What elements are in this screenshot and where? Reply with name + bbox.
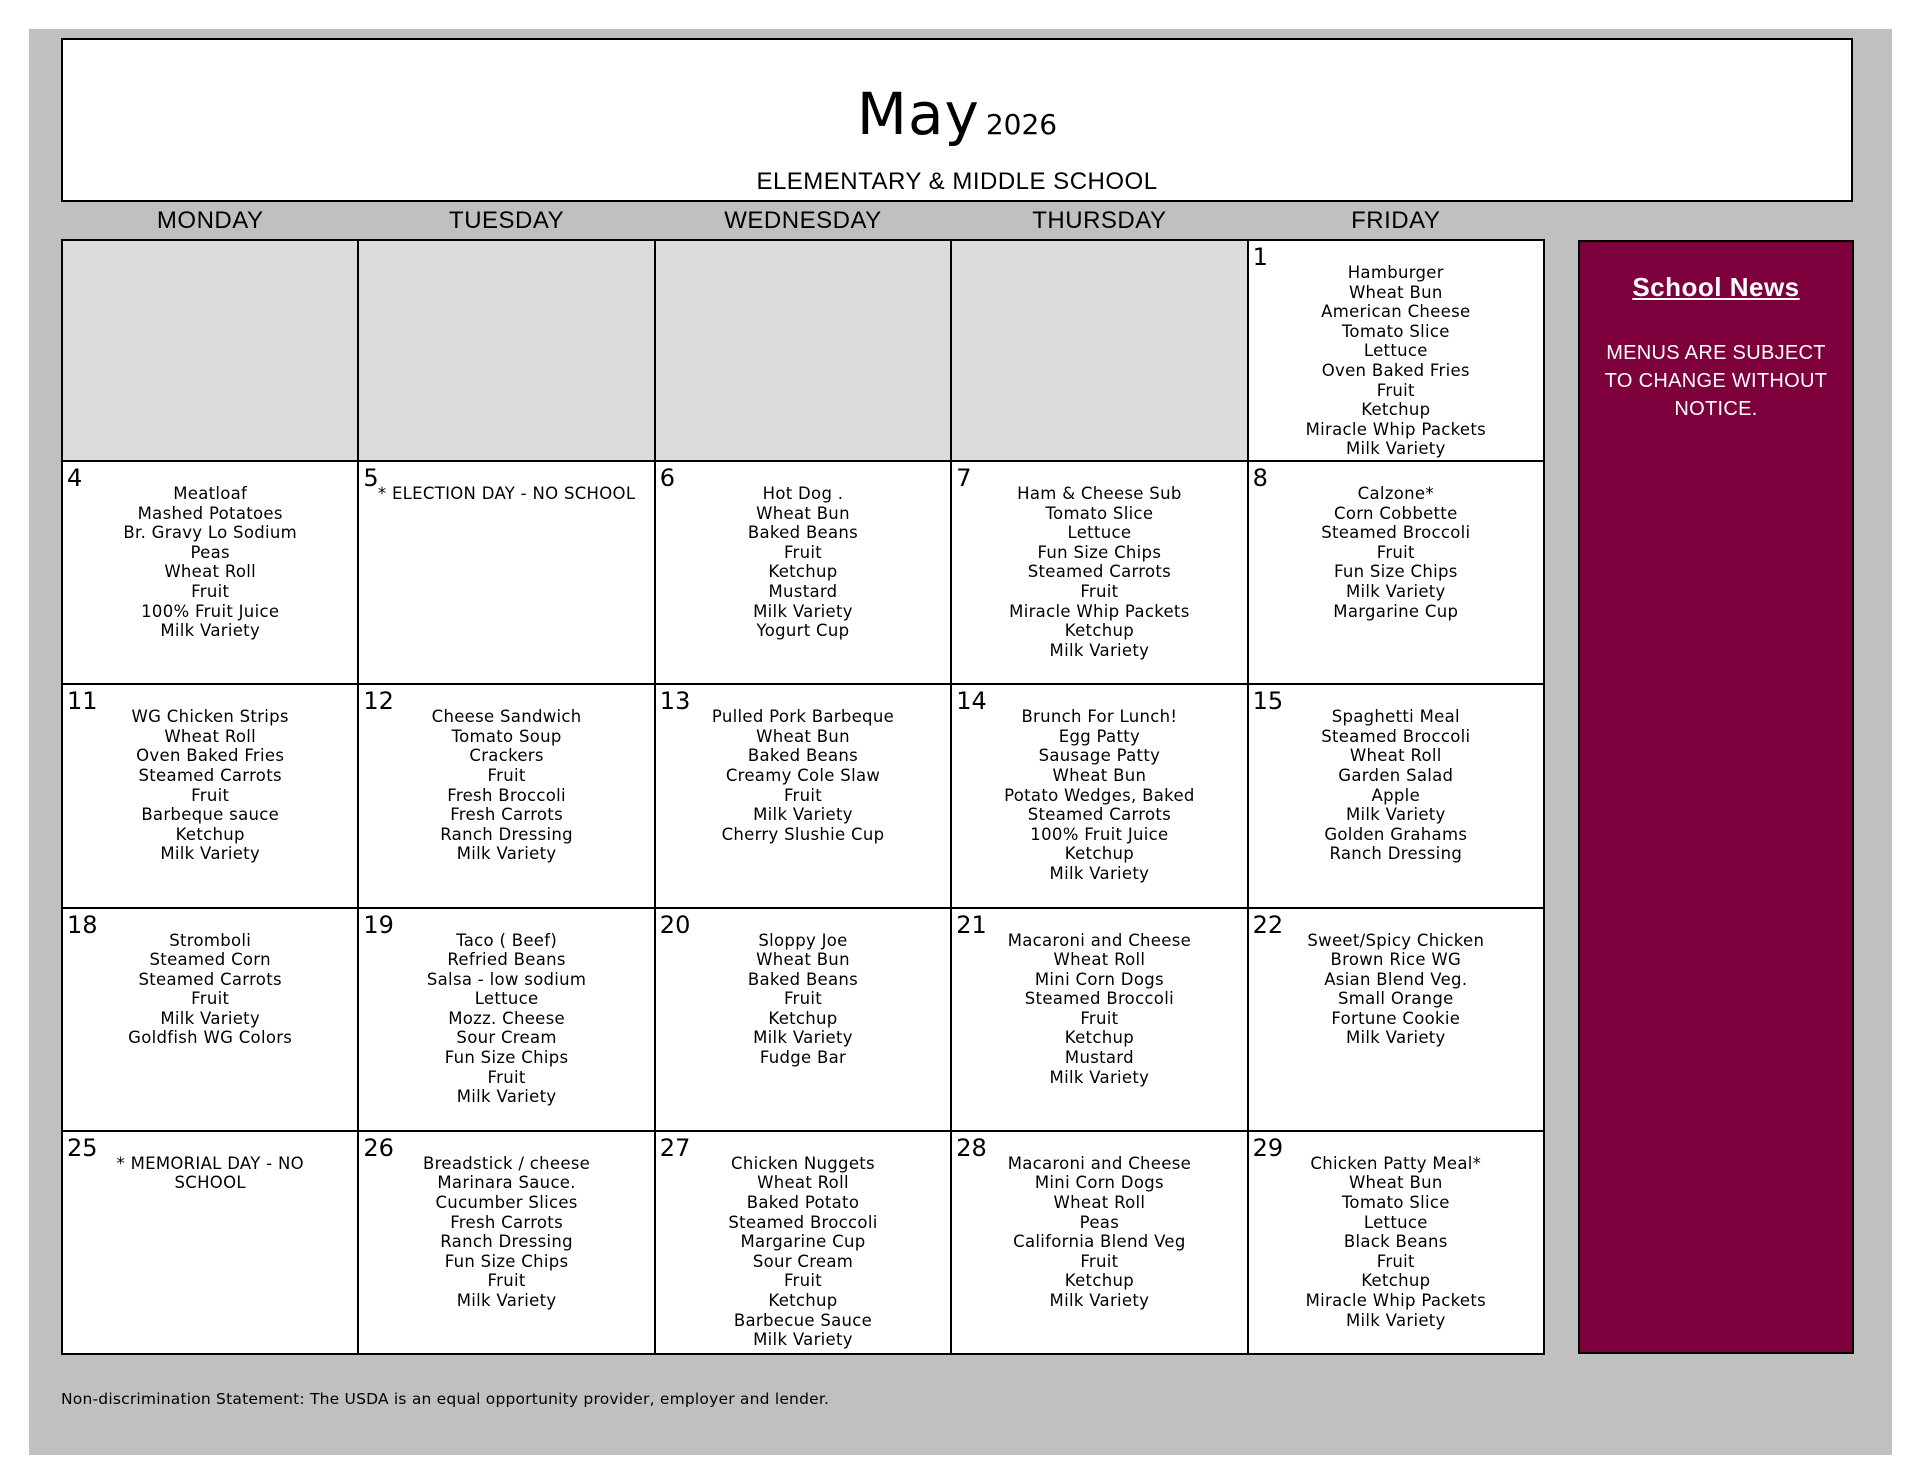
menu-item: Milk Variety [456,1290,557,1310]
menu-item: Milk Variety [753,601,853,621]
menu-item: Wheat Roll [164,726,257,746]
menu-item: Fruit [191,581,230,601]
weekday-friday: FRIDAY [1351,207,1441,234]
menu-item: Wheat Bun [756,503,850,523]
menu-item: Steamed Corn [149,950,271,970]
menu-item: Taco ( Beef) [456,930,558,950]
menu-item: Ketchup [1064,621,1134,641]
menu-list [1249,263,1543,459]
day-number: 13 [659,687,691,716]
menu-item: Lettuce [474,989,539,1009]
menu-list [656,484,950,641]
menu-item: Milk Variety [1049,864,1150,883]
menu-item: Sour Cream [456,1028,557,1048]
menu-item: Ham & Cheese Sub [1017,484,1182,503]
menu-item: Fruit [1080,1251,1119,1271]
menu-list [63,707,357,864]
menu-item: Wheat Bun [1348,282,1443,302]
menu-item: Sausage Patty [1038,746,1161,766]
menu-item: Wheat Bun [756,726,850,746]
day-number: 7 [956,464,972,492]
menu-item: 100% Fruit Juice [141,601,280,621]
menu-item: Fruit [783,989,823,1009]
menu-item: Black Beans [1343,1232,1448,1252]
menu-item: Cherry Slushie Cup [721,824,885,844]
menu-item: Fruit [191,785,230,805]
menu-item: Fudge Bar [759,1048,847,1068]
empty-day-cell [952,241,1246,460]
day-number: 14 [956,687,987,716]
weekday-header-row [62,207,1544,239]
empty-day-cell [656,241,950,460]
menu-item: Tomato Slice [1045,503,1154,523]
menu-item: Fun Size Chips [1333,562,1458,582]
day-cell [1249,909,1543,1130]
menu-item: 100% Fruit Juice [1030,824,1169,844]
menu-item: Yogurt Cup [756,621,850,641]
menu-item: Milk Variety [456,1087,557,1107]
menu-item: Small Orange [1337,989,1454,1009]
menu-item: Steamed Broccoli [1321,523,1471,543]
menu-item: Milk Variety [1049,1067,1150,1087]
menu-list [359,484,653,504]
weekday-tuesday: TUESDAY [449,207,565,234]
calendar-header [61,38,1853,202]
menu-item: Ranch Dressing [440,824,573,844]
menu-item: Tomato Soup [451,726,562,746]
menu-item: Salsa - low sodium [426,969,587,989]
school-news-body: MENUS ARE SUBJECT TO CHANGE WITHOUT NOTICE. [1604,342,1828,420]
menu-item: Potato Wedges, Baked [1004,785,1195,805]
menu-item: Fruit [1080,1008,1119,1028]
day-number: 5 [363,464,379,492]
menu-item: Milk Variety [1049,640,1150,660]
menu-item: Sweet/Spicy Chicken [1307,930,1485,950]
day-cell [952,1132,1246,1353]
menu-list [63,1154,357,1193]
menu-item: Steamed Broccoli [728,1212,878,1232]
menu-item: Ketchup [175,824,245,844]
menu-list [1249,1154,1543,1330]
menu-item: Tomato Slice [1341,1192,1450,1212]
menu-item: Fortune Cookie [1331,1008,1461,1028]
menu-item: Margarine Cup [1333,601,1459,621]
menu-item: Fruit [783,542,823,562]
day-cell [656,462,950,683]
menu-list [656,707,950,844]
day-cell [952,462,1246,683]
day-number: 26 [363,1133,394,1162]
year-label: 2026 [985,108,1058,141]
menu-item: Wheat Bun [1348,1173,1443,1193]
menu-item: Chicken Nuggets [731,1153,875,1173]
menu-item: Wheat Roll [757,1173,849,1193]
day-cell [1249,241,1543,460]
menu-item: Fun Size Chips [444,1048,569,1068]
menu-item: Hot Dog . [762,484,844,503]
menu-item: Cheese Sandwich [431,707,582,727]
menu-item: Steamed Broccoli [1321,726,1471,746]
menu-item: Steamed Carrots [1027,805,1172,825]
menu-item: Brown Rice WG [1330,950,1462,970]
menu-item: Wheat Roll [164,562,257,582]
menu-item: Chicken Patty Meal* [1310,1153,1482,1173]
menu-item: Fruit [191,989,230,1009]
menu-item: Fruit [1376,542,1415,562]
menu-list [63,931,357,1049]
menu-item: Fruit [1080,581,1119,601]
menu-item: Milk Variety [753,805,853,825]
day-number: 21 [956,910,987,939]
menu-item: Tomato Slice [1341,321,1450,341]
menu-item: Fruit [783,785,823,805]
menu-item: Milk Variety [753,1330,853,1350]
menu-list [1249,484,1543,621]
menu-item: Steamed Carrots [138,766,282,786]
day-number: 6 [659,464,676,492]
menu-item: Corn Cobbette [1334,503,1458,523]
menu-item: Milk Variety [753,1028,853,1048]
menu-item: Lettuce [1363,341,1428,361]
menu-item: Spaghetti Meal [1331,707,1460,727]
menu-item: Ketchup [768,1008,838,1028]
menu-list [359,1154,653,1311]
menu-item: Fruit [487,1271,526,1291]
menu-item: Pulled Pork Barbeque [711,707,895,727]
menu-item: Wheat Roll [1053,950,1146,970]
menu-item: Apple [1371,785,1421,805]
menu-item: Fruit [487,766,526,786]
menu-item: Miracle Whip Packets [1009,601,1190,621]
menu-item: Steamed Broccoli [1024,989,1174,1009]
menu-item: Milk Variety [160,844,261,864]
menu-item: Creamy Cole Slaw [725,766,881,786]
menu-item: Ketchup [1064,1271,1134,1291]
menu-item: Baked Beans [747,746,859,766]
menu-item: Milk Variety [1345,581,1446,601]
menu-item: Ketchup [1064,1028,1134,1048]
menu-item: Mustard [1064,1048,1134,1068]
menu-item: Macaroni and Cheese [1007,930,1192,950]
menu-item: Milk Variety [160,1008,261,1028]
menu-item: Stromboli [169,930,252,950]
menu-item: Ketchup [1361,1271,1431,1291]
menu-item: Barbecue Sauce [733,1310,873,1330]
menu-item: Fresh Broccoli [447,785,566,805]
menu-item: Barbeque sauce [141,805,280,825]
menu-item: Miracle Whip Packets [1305,419,1486,439]
menu-item: Milk Variety [1345,439,1446,459]
menu-item: Oven Baked Fries [1321,360,1470,380]
menu-item: Milk Variety [160,621,261,641]
menu-item: Lettuce [1363,1212,1428,1232]
menu-item: Margarine Cup [740,1232,866,1252]
menu-list [952,484,1246,660]
school-name: ELEMENTARY & MIDDLE SCHOOL [756,168,1158,195]
day-number: 28 [956,1133,987,1162]
menu-item: Steamed Carrots [138,969,282,989]
menu-item: Asian Blend Veg. [1324,969,1468,989]
menu-item: Ranch Dressing [1329,844,1463,864]
day-number: 1 [1252,243,1268,271]
menu-item: Milk Variety [1345,1310,1446,1330]
menu-item: Mini Corn Dogs [1034,969,1164,989]
menu-item: Br. Gravy Lo Sodium [123,523,298,543]
menu-item: Milk Variety [1049,1290,1150,1310]
day-number: 20 [659,910,691,939]
menu-item: Wheat Bun [756,950,850,970]
menu-item: Mini Corn Dogs [1034,1173,1164,1193]
day-number: 19 [363,910,394,939]
menu-item: Ketchup [1361,400,1431,420]
menu-list [656,1154,950,1350]
day-number: 18 [67,910,98,939]
menu-item: Peas [190,542,230,562]
menu-list [1249,931,1543,1049]
day-cell [952,685,1246,906]
day-cell [1249,1132,1543,1353]
menu-item: Miracle Whip Packets [1305,1290,1486,1310]
menu-item: Baked Potato [746,1192,860,1212]
day-cell [1249,462,1543,683]
day-number: 4 [67,464,83,492]
menu-item: Wheat Roll [1053,1192,1146,1212]
day-number: 29 [1252,1133,1284,1162]
weekday-wednesday: WEDNESDAY [724,207,882,234]
menu-item: Sour Cream [752,1251,854,1271]
menu-item: Milk Variety [1345,1028,1446,1048]
weekday-thursday: THURSDAY [1032,207,1167,234]
day-cell [656,1132,950,1353]
day-cell [656,685,950,906]
menu-item: WG Chicken Strips [131,707,289,727]
menu-list [952,707,1246,883]
day-number: 12 [363,687,394,716]
calendar-title [63,80,1851,148]
menu-item: Calzone* [1357,484,1434,503]
day-cell [359,462,653,683]
menu-item: Marinara Sauce. [437,1173,576,1193]
day-cell [359,1132,653,1353]
menu-item: Fruit [487,1067,526,1087]
menu-item: Wheat Roll [1349,746,1442,766]
day-number: 15 [1252,687,1284,716]
menu-item: Meatloaf [173,484,248,503]
menu-item: Fruit [783,1271,823,1291]
menu-item: Breadstick / cheese [423,1153,591,1173]
menu-list [359,707,653,864]
menu-list [656,931,950,1068]
day-cell [63,462,357,683]
menu-item: Ketchup [768,1290,838,1310]
non-discrimination-statement: Non-discrimination Statement: The USDA is an equal opportunity provider, employer and lender. [61,1390,830,1408]
weekday-monday: MONDAY [156,207,264,234]
day-cell [63,909,357,1130]
menu-item: Fun Size Chips [444,1251,569,1271]
menu-item: Hamburger [1347,263,1444,282]
menu-item: Ketchup [768,562,838,582]
menu-item: California Blend Veg [1013,1232,1186,1252]
day-number: 25 [67,1133,98,1162]
menu-item: * MEMORIAL DAY - NO [116,1153,304,1173]
day-number: 27 [659,1133,691,1162]
menu-item: Peas [1079,1212,1120,1232]
menu-list [1249,707,1543,864]
menu-item: Mozz. Cheese [448,1008,565,1028]
menu-list [63,484,357,641]
menu-item: Baked Beans [747,523,859,543]
menu-item: Goldfish WG Colors [128,1028,293,1048]
day-cell [656,909,950,1130]
menu-item: Crackers [469,746,544,766]
day-cell [359,685,653,906]
school-news-title: School News [1632,272,1800,302]
menu-item: Lettuce [1067,523,1132,543]
day-cell [63,685,357,906]
day-number: 11 [67,687,98,716]
menu-item: Garden Salad [1338,766,1454,786]
menu-item: Brunch For Lunch! [1021,707,1178,727]
menu-item: Mashed Potatoes [137,503,283,523]
empty-day-cell [63,241,357,460]
menu-item: Macaroni and Cheese [1007,1153,1192,1173]
day-number: 8 [1252,464,1268,492]
menu-item: * ELECTION DAY - NO SCHOOL [377,484,636,503]
menu-item: Golden Grahams [1324,824,1468,844]
menu-list [952,1154,1246,1311]
menu-item: Fruit [1376,380,1415,400]
menu-item: Steamed Carrots [1027,562,1172,582]
menu-item: Wheat Bun [1052,766,1147,786]
menu-item: Fresh Carrots [450,1212,563,1232]
menu-item: Ranch Dressing [440,1232,573,1252]
day-cell [1249,685,1543,906]
menu-item: Oven Baked Fries [136,746,285,766]
menu-item: Milk Variety [1345,805,1446,825]
menu-item: Sloppy Joe [758,930,848,950]
day-cell [359,909,653,1130]
menu-item: Cucumber Slices [435,1192,578,1212]
menu-item: SCHOOL [174,1173,246,1193]
menu-item: Milk Variety [456,844,557,864]
empty-day-cell [359,241,653,460]
day-cell [952,909,1246,1130]
day-cell [63,1132,357,1353]
menu-item: Fresh Carrots [450,805,563,825]
school-news-panel [1578,240,1854,1354]
month-label: May [856,80,980,148]
menu-item: American Cheese [1321,302,1471,322]
menu-item: Baked Beans [747,969,859,989]
day-number: 22 [1252,910,1284,939]
menu-list [359,931,653,1107]
menu-item: Egg Patty [1058,726,1141,746]
menu-item: Fun Size Chips [1037,542,1162,562]
calendar-grid [61,239,1545,1355]
menu-item: Ketchup [1064,844,1134,864]
menu-item: Mustard [768,581,838,601]
menu-item: Fruit [1376,1251,1415,1271]
menu-item: Refried Beans [447,950,566,970]
menu-list [952,931,1246,1088]
